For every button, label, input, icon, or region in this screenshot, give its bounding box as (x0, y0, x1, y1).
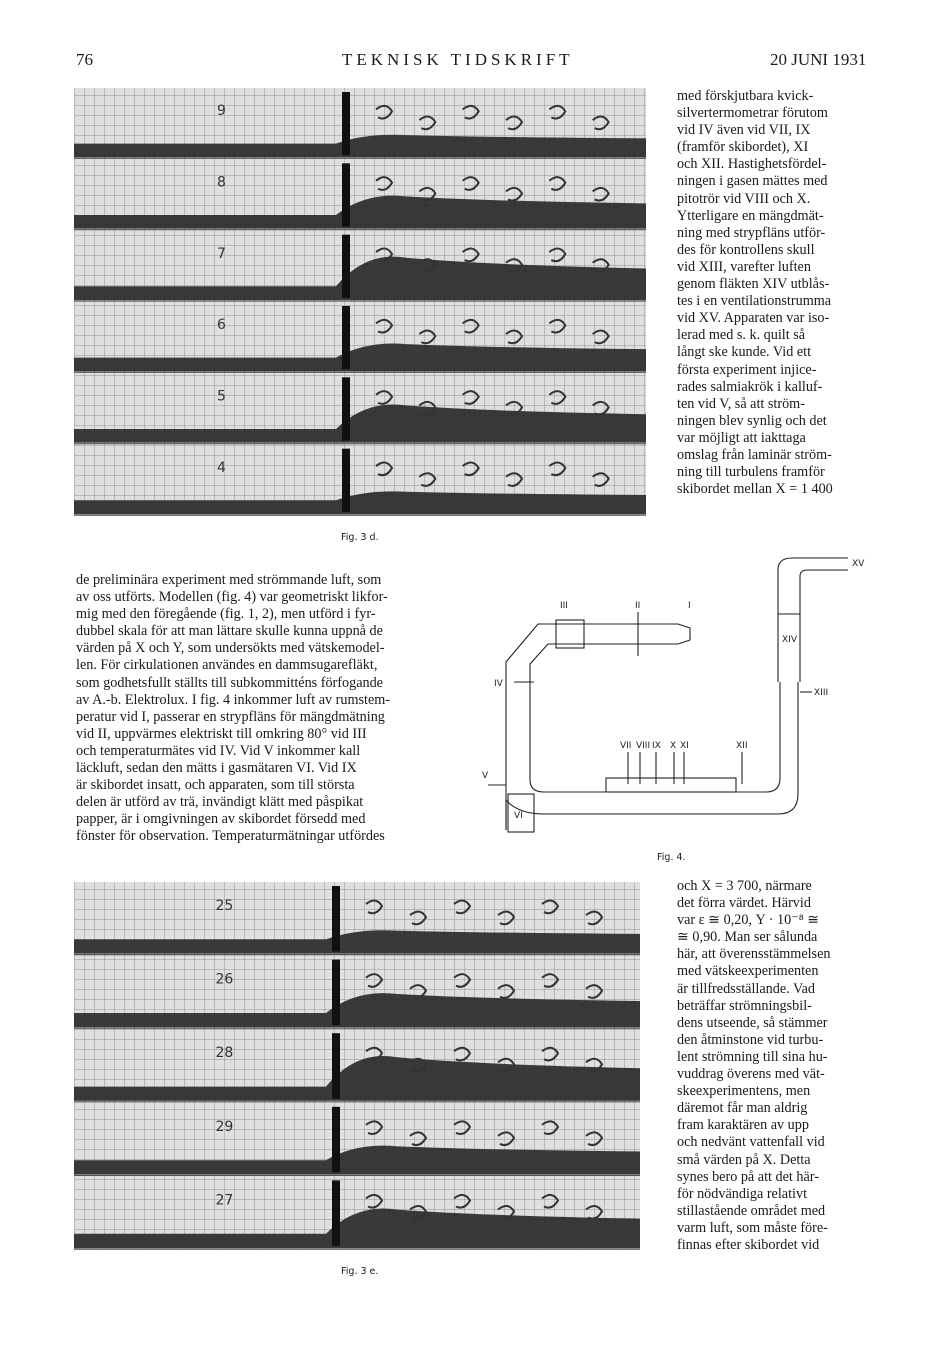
text-line: vuddrag överens med vät- (677, 1066, 825, 1083)
text-line: des för kontrollens skull (677, 241, 815, 258)
text-line: och X = 3 700, närmare (677, 878, 812, 894)
smoke-eddy (542, 901, 558, 914)
smoke-eddy (366, 974, 382, 987)
text-line: skeexperimentens, men (677, 1083, 811, 1100)
page-number: 76 (76, 50, 93, 69)
text-line: den åtminstone vid turbu- (677, 1031, 824, 1048)
fig-3d-caption: Fig. 3 d. (341, 532, 379, 543)
text-line: (framför skibordet), XI (677, 139, 809, 156)
smoke-eddy (549, 249, 565, 262)
text-line: tes i en ventilationstrumma (677, 293, 832, 310)
text-line: genom fläkten XIV utblås- (677, 276, 830, 293)
label-I: I (688, 601, 691, 611)
text-line: papper, är i omgivningen av skibordet försedd med (76, 811, 366, 828)
text-line: ningen blev synlig och det (677, 412, 827, 429)
strip-label: 6 (217, 317, 226, 334)
smoke-eddy (410, 1132, 426, 1145)
smoke-eddy (506, 117, 522, 130)
label-VII: VII (620, 741, 632, 751)
smoke-eddy (376, 391, 392, 404)
flow-band (74, 993, 640, 1027)
smoke-eddy (454, 1195, 470, 1208)
smoke-eddy (454, 974, 470, 987)
strip-label: 9 (217, 103, 226, 120)
smoke-eddy (376, 177, 392, 190)
text-line: ning med strypfläns utför- (677, 224, 826, 241)
text-line: Ytterligare en mängdmät- (677, 207, 824, 224)
text-line: ten vid V, så att ström- (677, 395, 805, 412)
smoke-eddy (366, 901, 382, 914)
smoke-eddy (593, 473, 609, 486)
text-line: av oss utförts. Modellen (fig. 4) var geometriskt likfor- (76, 589, 388, 606)
flow-band (74, 344, 646, 372)
skibord-bar (332, 960, 340, 1026)
smoke-eddy (463, 249, 479, 262)
text-line: och XII. Hastighetsfördel- (677, 156, 827, 173)
skibord-bar (332, 1180, 340, 1246)
outlet-duct-inner (800, 570, 848, 586)
text-line: ningen i gasen mättes med (677, 173, 828, 190)
smoke-eddy (593, 188, 609, 201)
strip-label: 26 (215, 971, 234, 988)
right-column-bottom-text (677, 878, 865, 1254)
smoke-eddy (454, 1121, 470, 1134)
apparatus-schematic (478, 552, 868, 842)
strip-label: 29 (215, 1118, 234, 1135)
smoke-eddy (376, 463, 392, 476)
label-VI: VI (514, 811, 523, 821)
text-line: det förra värdet. Härvid (677, 895, 811, 912)
smoke-eddy (586, 1132, 602, 1145)
text-line: silvertermometrar förutom (677, 105, 828, 122)
text-line: lerad med s. k. quilt så (677, 327, 806, 344)
text-line: är tillfredsställande. Vad (677, 980, 816, 997)
text-line: med förskjutbara kvick- (677, 88, 814, 104)
smoke-eddy (376, 106, 392, 119)
text-line: för nödvändiga relativt (677, 1185, 808, 1202)
strip-label: 4 (217, 459, 226, 476)
strip-label: 28 (215, 1045, 234, 1062)
text-line: vid XIII, varefter luften (677, 258, 811, 275)
smoke-eddy (542, 1048, 558, 1061)
smoke-eddy (542, 1121, 558, 1134)
smoke-eddy (463, 463, 479, 476)
text-line: var ε ≅ 0,20, Y · 10⁻⁸ ≅ (677, 912, 820, 929)
text-line: varm luft, som måste före- (677, 1219, 828, 1236)
outlet-duct-outer (778, 558, 848, 586)
smoke-eddy (593, 331, 609, 344)
left-column-middle-text (76, 572, 462, 846)
smoke-eddy (419, 117, 435, 130)
fig-3d-strips (74, 88, 646, 516)
smoke-eddy (376, 320, 392, 333)
smoke-eddy (366, 1195, 382, 1208)
text-line: ≅ 0,90. Man ser sålunda (677, 929, 818, 946)
text-line: dens utseende, så stämmer (677, 1014, 828, 1031)
skibord-window (606, 778, 736, 792)
skibord-bar (332, 1033, 340, 1099)
text-line: omslag från laminär ström- (677, 446, 832, 463)
text-line: peratur vid I, passerar en strypfläns för mängdmätning (76, 708, 385, 725)
text-line: synes bero på att det här- (677, 1168, 819, 1185)
smoke-eddy (593, 402, 609, 415)
issue-date: 20 JUNI 1931 (770, 50, 867, 69)
text-line: här, att överensstämmelsen (677, 946, 831, 963)
strip-label: 7 (217, 245, 226, 262)
label-XIV: XIV (782, 635, 797, 645)
skibord-bar (342, 306, 350, 369)
label-IV: IV (494, 679, 503, 689)
label-V: V (482, 771, 489, 781)
flow-band (74, 1209, 640, 1248)
strip-label: 27 (215, 1192, 234, 1209)
text-line: långt ske kunde. Vid ett (677, 344, 812, 361)
duct-outer-bottom (506, 682, 798, 830)
label-II: II (635, 601, 641, 611)
smoke-eddy (463, 320, 479, 333)
smoke-eddy (454, 1048, 470, 1061)
text-line: fönster för observation. Temperaturmätningar utfördes (76, 828, 385, 845)
journal-title: TEKNISK TIDSKRIFT (342, 50, 574, 69)
smoke-eddy (506, 331, 522, 344)
text-line: ning till turbulens framför (677, 464, 825, 481)
fig-4-caption: Fig. 4. (657, 852, 686, 863)
text-line: vid XV. Apparaten var iso- (677, 310, 830, 327)
fig-3e-strips (74, 882, 640, 1250)
text-line: rades salmiakrök i kalluf- (677, 378, 823, 395)
text-line: och temperaturmätes vid IV. Vid V inkommer kall (76, 742, 361, 759)
skibord-bar (342, 163, 350, 226)
skibord-bar (332, 886, 340, 952)
skibord-bar (342, 92, 350, 155)
text-line: mig med den föregående (fig. 1, 2), men utförd i fyr- (76, 606, 376, 623)
smoke-eddy (366, 1121, 382, 1134)
text-line: skibordet mellan X = 1 400 (677, 481, 833, 498)
flow-band (74, 1056, 640, 1101)
flow-band (74, 196, 646, 229)
flow-band (74, 930, 640, 953)
text-line: pitotrör vid VIII och X. (677, 190, 811, 207)
skibord-bar (342, 377, 350, 440)
smoke-eddy (498, 912, 514, 925)
fig-4-diagram (478, 552, 868, 842)
text-line: som godhetsfullt ställts till subkommitténs förfogande (76, 674, 383, 691)
smoke-eddy (542, 974, 558, 987)
label-III: III (560, 601, 568, 611)
smoke-eddy (542, 1195, 558, 1208)
smoke-eddy (506, 473, 522, 486)
text-line: beträffar strömningsbil- (677, 997, 812, 1014)
fig-3e-photo (74, 882, 640, 1250)
text-line: vid II, uppvärmes elektriskt till omkring 80° vid III (76, 725, 367, 742)
smoke-eddy (454, 901, 470, 914)
text-line: dubbel skala för att man lättare skulle kunna uppnå de (76, 623, 383, 640)
text-line: fram karaktären av upp (677, 1117, 809, 1134)
smoke-eddy (586, 985, 602, 998)
text-line: vid IV även vid VII, IX (677, 122, 811, 139)
fan-housing (778, 614, 800, 682)
smoke-eddy (586, 1206, 602, 1219)
text-line: däremot får man aldrig (677, 1100, 808, 1117)
flow-band (74, 1146, 640, 1175)
smoke-eddy (463, 177, 479, 190)
right-column-top-text (677, 88, 865, 498)
text-line: av A.-b. Elektrolux. I fig. 4 inkommer luft av rumstem- (76, 691, 391, 708)
text-line: är skibordet insatt, och apparaten, som till största (76, 777, 355, 794)
smoke-eddy (586, 912, 602, 925)
text-line: små värden på X. Detta (677, 1151, 811, 1168)
text-line: med vätskeexperimenten (677, 963, 819, 980)
smoke-eddy (419, 331, 435, 344)
smoke-eddy (506, 188, 522, 201)
smoke-eddy (463, 106, 479, 119)
smoke-eddy (410, 912, 426, 925)
label-VIII: VIII (636, 741, 651, 751)
text-line: finnas efter skibordet vid (677, 1236, 820, 1253)
label-XIII: XIII (814, 688, 829, 698)
smoke-eddy (549, 177, 565, 190)
flow-band (74, 491, 646, 514)
strip-label: 25 (215, 897, 234, 914)
label-XII: XII (736, 741, 748, 751)
skibord-bar (342, 235, 350, 298)
smoke-eddy (463, 391, 479, 404)
label-XI: XI (680, 741, 689, 751)
smoke-eddy (549, 320, 565, 333)
text-line: var möjligt att iakttaga (677, 429, 806, 446)
fig-3e-caption: Fig. 3 e. (341, 1266, 379, 1277)
text-line: delen är utförd av trä, invändigt klätt med påspikat (76, 794, 364, 811)
duct-outer-top-left (506, 624, 678, 830)
smoke-eddy (549, 463, 565, 476)
inlet-nozzle (678, 624, 690, 644)
text-line: stillastående området med (677, 1202, 826, 1219)
flow-band (74, 135, 646, 158)
label-X: X (670, 741, 677, 751)
text-line: len. För cirkulationen användes en dammsugarefläkt, (76, 657, 378, 674)
skibord-bar (342, 449, 350, 512)
smoke-eddy (593, 117, 609, 130)
text-line: läckluft, sedan den mätts i gasmätaren VI. Vid IX (76, 760, 357, 777)
text-line: värden på X och Y, som undersökts med vätskemodel- (76, 640, 385, 657)
label-XV: XV (852, 559, 865, 569)
smoke-eddy (498, 1132, 514, 1145)
label-IX: IX (652, 741, 661, 751)
text-line: och nedvänt vattenfall vid (677, 1134, 825, 1151)
text-line: lent strömning till sina hu- (677, 1048, 828, 1065)
smoke-eddy (498, 985, 514, 998)
smoke-eddy (549, 106, 565, 119)
flow-band (74, 257, 646, 300)
smoke-eddy (549, 391, 565, 404)
skibord-bar (332, 1107, 340, 1173)
smoke-eddy (419, 473, 435, 486)
strip-label: 5 (217, 388, 226, 405)
text-line: första experiment injice- (677, 361, 817, 378)
strip-label: 8 (217, 174, 226, 191)
text-line: de preliminära experiment med strömmande luft, som (76, 572, 382, 588)
flow-band (74, 404, 646, 442)
fig-3d-photo (74, 88, 646, 516)
